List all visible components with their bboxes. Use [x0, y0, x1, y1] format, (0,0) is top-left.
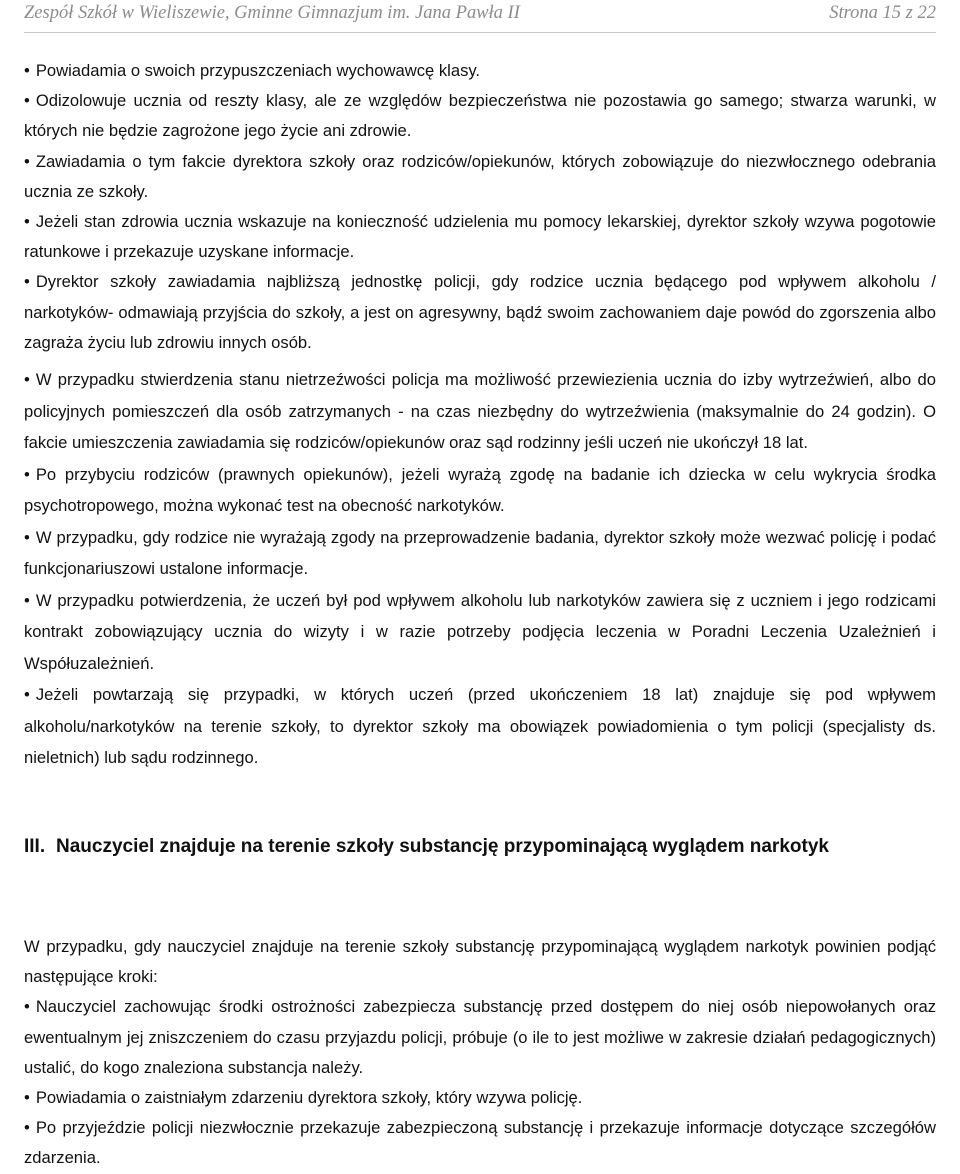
list-item: • Zawiadamia o tym fakcie dyrektora szkoły oraz rodziców/opiekunów, których zobowiązuje do niezwłocznego odebrania ucznia ze szkoły. [24, 151, 936, 201]
bullet-icon: • [24, 370, 30, 389]
header-page-number: Strona 15 z 22 [829, 3, 936, 23]
list-item: • Dyrektor szkoły zawiadamia najbliższą jednostkę policji, gdy rodzice ucznia będącego pod wpływem alkoholu / narkotyków- odmawiają przyjścia do szkoły, a jest on agresywny, bądź swoim zachowaniem daje powód do zgorszenia albo zagraża życiu lub zdrowiu innych osób. [24, 272, 936, 352]
section-intro: W przypadku, gdy nauczyciel znajduje na terenie szkoły substancję przypominającą wyglądem narkotyk powinien podjąć następujące kroki: [24, 937, 936, 987]
bullet-icon: • [24, 1118, 30, 1138]
bullet-icon: • [24, 685, 30, 704]
bullet-icon: • [24, 590, 30, 610]
list-item: • W przypadku potwierdzenia, że uczeń był pod wpływem alkoholu lub narkotyków zawiera się z uczniem i jego rodzicami kontrakt zobowiązujący ucznia do wizyty i w razie potrzeby podjęcia leczenia w Poradni Leczenia Uzależnień i Współuzależnień. [24, 590, 936, 673]
list-item: • W przypadku, gdy rodzice nie wyrażają zgody na przeprowadzenie badania, dyrektor szkoły może wezwać policję i podać funkcjonariuszowi ustalone informacje. [24, 527, 936, 578]
bullet-icon: • [24, 91, 30, 111]
bullet-icon: • [24, 61, 30, 80]
section-title: Nauczyciel znajduje na terenie szkoły substancję przypominającą wyglądem narkotyk [56, 836, 829, 857]
list-item: • Po przybyciu rodziców (prawnych opiekunów), jeżeli wyrażą zgodę na badanie ich dziecka w celu wykrycia środka psychotropowego, można wykonać test na obecność narkotyków. [24, 464, 936, 515]
list-item: • Powiadamia o swoich przypuszczeniach wychowawcę klasy. [24, 61, 481, 80]
list-item: • Jeżeli stan zdrowia ucznia wskazuje na konieczność udzielenia mu pomocy lekarskiej, dyrektor szkoły wzywa pogotowie ratunkowe i przekazuje uzyskane informacje. [24, 212, 936, 262]
bullet-list-top-b [24, 364, 936, 774]
list-item: • Jeżeli powtarzają się przypadki, w których uczeń (przed ukończeniem 18 lat) znajduje się pod wpływem alkoholu/narkotyków na terenie szkoły, to dyrektor szkoły ma obowiązek powiadomienia o tym policji (specjalisty ds. nieletnich) lub sądu rodzinnego. [24, 685, 936, 767]
list-item: • Nauczyciel zachowując środki ostrożności zabezpiecza substancję przed dostępem do niej osób niepowołanych oraz ewentualnym jej zniszczeniem do czasu przyjazdu policji, próbuje (o ile to jest możliwe w zakresie działań pedagogicznych) ustalić, do kogo znaleziona substancja należy. [24, 997, 936, 1077]
bullet-icon: • [24, 464, 30, 484]
list-item: • W przypadku stwierdzenia stanu nietrzeźwości policja ma możliwość przewiezienia ucznia do izby wytrzeźwień, albo do policyjnych pomieszczeń dla osób zatrzymanych - na czas niezbędny do wytrzeźwienia (maksymalnie do 24 godzin). O fakcie umieszczenia zawiadamia się rodziców/opiekunów oraz sąd rodzinny jeśli uczeń nie ukończył 18 lat. [24, 370, 936, 452]
bullet-icon: • [24, 212, 30, 232]
bullet-icon: • [24, 1088, 30, 1108]
bullet-list-top-a [24, 56, 936, 358]
bullet-icon: • [24, 997, 30, 1017]
bullet-icon: • [24, 151, 30, 171]
section-number: III. [24, 836, 46, 857]
list-item: • Po przyjeździe policji niezwłocznie przekazuje zabezpieczoną substancję i przekazuje informacje dotyczące szczegółów zdarzenia. [24, 1118, 936, 1168]
list-item: • Powiadamia o zaistniałym zdarzeniu dyrektora szkoły, który wzywa policję. [24, 1088, 583, 1108]
bullet-icon: • [24, 527, 30, 547]
section-body [24, 932, 936, 1174]
header-divider [24, 32, 936, 33]
list-item: • Odizolowuje ucznia od reszty klasy, ale ze względów bezpieczeństwa nie pozostawia go samego; stwarza warunki, w których nie będzie zagrożone jego życie ani zdrowie. [24, 91, 936, 141]
bullet-icon: • [24, 272, 30, 292]
page-header [24, 0, 936, 30]
header-school-name: Zespół Szkół w Wieliszewie, Gminne Gimnazjum im. Jana Pawła II [24, 3, 520, 23]
